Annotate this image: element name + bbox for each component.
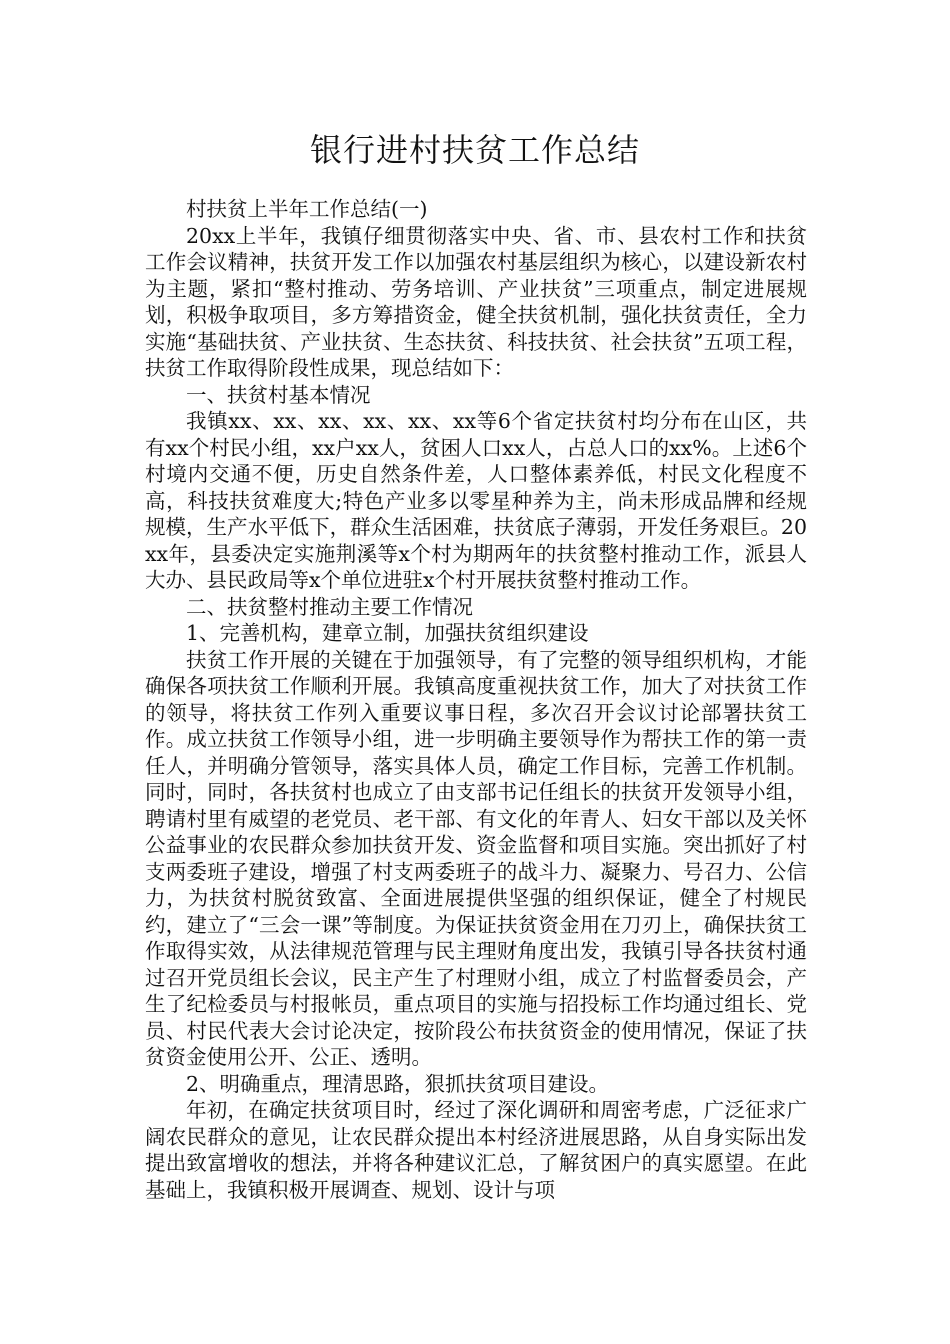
section-heading-1: 一、扶贫村基本情况 xyxy=(186,382,371,407)
document-body xyxy=(145,196,807,1203)
basic-situation-paragraph: 我镇xx、xx、xx、xx、xx、xx等6个省定扶贫村均分布在山区，共有xx个村民小组，xx户xx人，贫困人口xx人，占总人口的xx%。上述6个村境内交通不便，历史自然条件差，人口整体素养低，村民文化程度不高，科技扶贫难度大;特色产业多以零星种养为主，尚未形成品牌和经规规模，生产水平低下，群众生活困难，扶贫底子薄弱，开发任务艰巨。20xx年，县委决定实施荆溪等x个村为期两年的扶贫整村推动工作，派县人大办、县民政局等x个单位进驻x个村开展扶贫整村推动工作。 xyxy=(145,409,807,592)
subsection-heading-2: 2、明确重点，理清思路，狠抓扶贫项目建设。 xyxy=(186,1071,610,1096)
project-paragraph: 年初，在确定扶贫项目时，经过了深化调研和周密考虑，广泛征求广阔农民群众的意见，让农民群众提出本村经济进展思路，从自身实际出发提出致富增收的想法，并将各种建议汇总，了解贫困户的真实愿望。在此基础上，我镇积极开展调查、规划、设计与项 xyxy=(145,1098,807,1202)
subsection-heading-1: 1、完善机构，建章立制，加强扶贫组织建设 xyxy=(186,621,589,645)
section-subtitle: 村扶贫上半年工作总结(一) xyxy=(186,197,428,221)
section-heading-2: 二、扶贫整村推动主要工作情况 xyxy=(186,594,473,619)
document-title: 银行进村扶贫工作总结 xyxy=(309,131,640,169)
organization-paragraph: 扶贫工作开展的关键在于加强领导，有了完整的领导组织机构，才能确保各项扶贫工作顺利开展。我镇高度重视扶贫工作，加大了对扶贫工作的领导，将扶贫工作列入重要议事日程，多次召开会议讨论部署扶贫工作。成立扶贫工作领导小组，进一步明确主要领导作为帮扶工作的第一责任人，并明确分管领导，落实具体人员，确定工作目标，完善工作机制。同时，同时，各扶贫村也成立了由支部书记任组长的扶贫开发领导小组，聘请村里有威望的老党员、老干部、有文化的年青人、妇女干部以及关怀公益事业的农民群众参加扶贫开发、资金监督和项目实施。突出抓好了村支两委班子建设，增强了村支两委班子的战斗力、凝聚力、号召力、公信力，为扶贫村脱贫致富、全面进展提供坚强的组织保证，健全了村规民约，建立了“三会一课”等制度。为保证扶贫资金用在刀刃上，确保扶贫工作取得实效，从法律规范管理与民主理财角度出发，我镇引导各扶贫村通过召开党员组长会议，民主产生了村理财小组，成立了村监督委员会，产生了纪检委员与村报帐员，重点项目的实施与招投标工作均通过组长、党员、村民代表大会讨论决定，按阶段公布扶贫资金的使用情况，保证了扶贫资金使用公开、公正、透明。 xyxy=(145,647,807,1069)
intro-paragraph: 20xx上半年，我镇仔细贯彻落实中央、省、市、县农村工作和扶贫工作会议精神，扶贫开发工作以加强农村基层组织为核心，以建设新农村为主题，紧扣“整村推动、劳务培训、产业扶贫”三项重点，制定进展规划，积极争取项目，多方筹措资金，健全扶贫机制，强化扶贫责任，全力实施“基础扶贫、产业扶贫、生态扶贫、科技扶贫、社会扶贫”五项工程，扶贫工作取得阶段性成果，现总结如下： xyxy=(145,223,807,380)
